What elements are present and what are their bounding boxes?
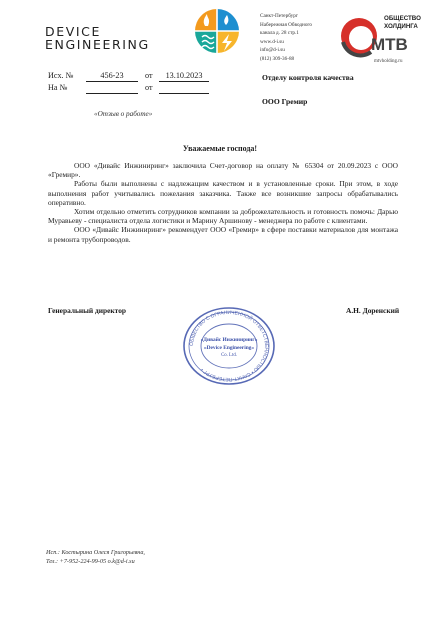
company-brand — [45, 25, 150, 51]
brand-line-2: ENGINEERING — [45, 37, 150, 52]
outgoing-number-label: Исх. № — [48, 71, 74, 80]
incoming-number-value — [86, 83, 138, 94]
stamp-co-ltd: Co. Ltd. — [221, 353, 237, 358]
incoming-number-row — [48, 83, 268, 95]
incoming-date-label: от — [145, 83, 153, 92]
mtv-website: mtvholding.ru — [374, 59, 403, 64]
executor-info — [46, 548, 145, 566]
paragraph: Работы были выполнены с надлежащим качеством и в установленные сроки. При этом, в ходе выполнения работ учитывались пожелания заказчика. Также все возникшие запросы обрабатывались оперативно. — [48, 179, 398, 207]
mtv-caption — [384, 15, 421, 30]
letter-subject: «Отзыв о работе» — [94, 110, 153, 118]
mtv-caption-line-1: ОБЩЕСТВО — [384, 15, 421, 22]
recipient-company: ООО Гремир — [262, 97, 308, 106]
executor-phone: Тел.: +7-952-224-99-05 o.k@d-i.su — [46, 558, 135, 565]
stamp-name-en: «Device Engineering» — [203, 345, 255, 351]
contact-street: Набережная Обводного — [260, 21, 313, 28]
mtv-caption-line-2: ХОЛДИНГА — [384, 22, 418, 30]
contact-phone: (812) 309-36-88 — [260, 55, 295, 62]
company-stamp — [181, 306, 277, 386]
signatory-position: Генеральный директор — [48, 306, 127, 315]
outgoing-date-label: от — [145, 71, 153, 80]
contact-building: канала д. 28 стр.1 — [260, 30, 299, 37]
signatory-name: А.Н. Доренский — [346, 306, 400, 315]
letter-body — [48, 161, 398, 244]
outgoing-number-row — [48, 71, 268, 83]
contact-website: www.d-i.su — [260, 38, 284, 45]
stamp-ring-text: ОБЩЕСТВО С ОГРАНИЧЕННОЙ ОТВЕТСТВЕННОСТЬЮ • САНКТ-ПЕТЕРБУРГ • — [188, 309, 270, 383]
stamp-name-ru: «Дивайс Инжиниринг» — [200, 337, 258, 343]
contact-block — [260, 12, 312, 64]
mtv-logo-text: МТВ — [371, 35, 408, 54]
paragraph: ООО «Дивайс Инжиниринг» рекомендует ООО «Гремир» в сфере поставки материалов для монтажа и ремонта трубопроводов. — [48, 225, 398, 244]
contact-email: info@d-i.su — [260, 47, 285, 54]
incoming-date-value — [159, 83, 209, 94]
device-engineering-logo — [193, 7, 241, 55]
paragraph: ООО «Дивайс Инжиниринг» заключила Счет-договор на оплату № 65304 от 20.09.2023 с ООО «Гремир». — [48, 161, 398, 180]
recipient-department: Отделу контроля качества — [262, 73, 354, 82]
incoming-number-label: На № — [48, 83, 68, 92]
brand-line-1: DEVICE — [45, 24, 101, 39]
outgoing-date-value: 13.10.2023 — [159, 71, 209, 82]
paragraph: Хотим отдельно отметить сотрудников компании за доброжелательность и готовность помочь: Дарью Муравьеву - специалиста отдела логистики и Марину Аршинову - менеджера по работе с клиентами. — [48, 207, 398, 226]
contact-city: Санкт-Петербург — [260, 13, 298, 19]
salutation: Уважаемые господа! — [182, 144, 258, 153]
outgoing-number-value: 456-23 — [86, 71, 138, 82]
executor-name: Исп.: Костырина Олеся Григорьевна, — [46, 549, 145, 556]
